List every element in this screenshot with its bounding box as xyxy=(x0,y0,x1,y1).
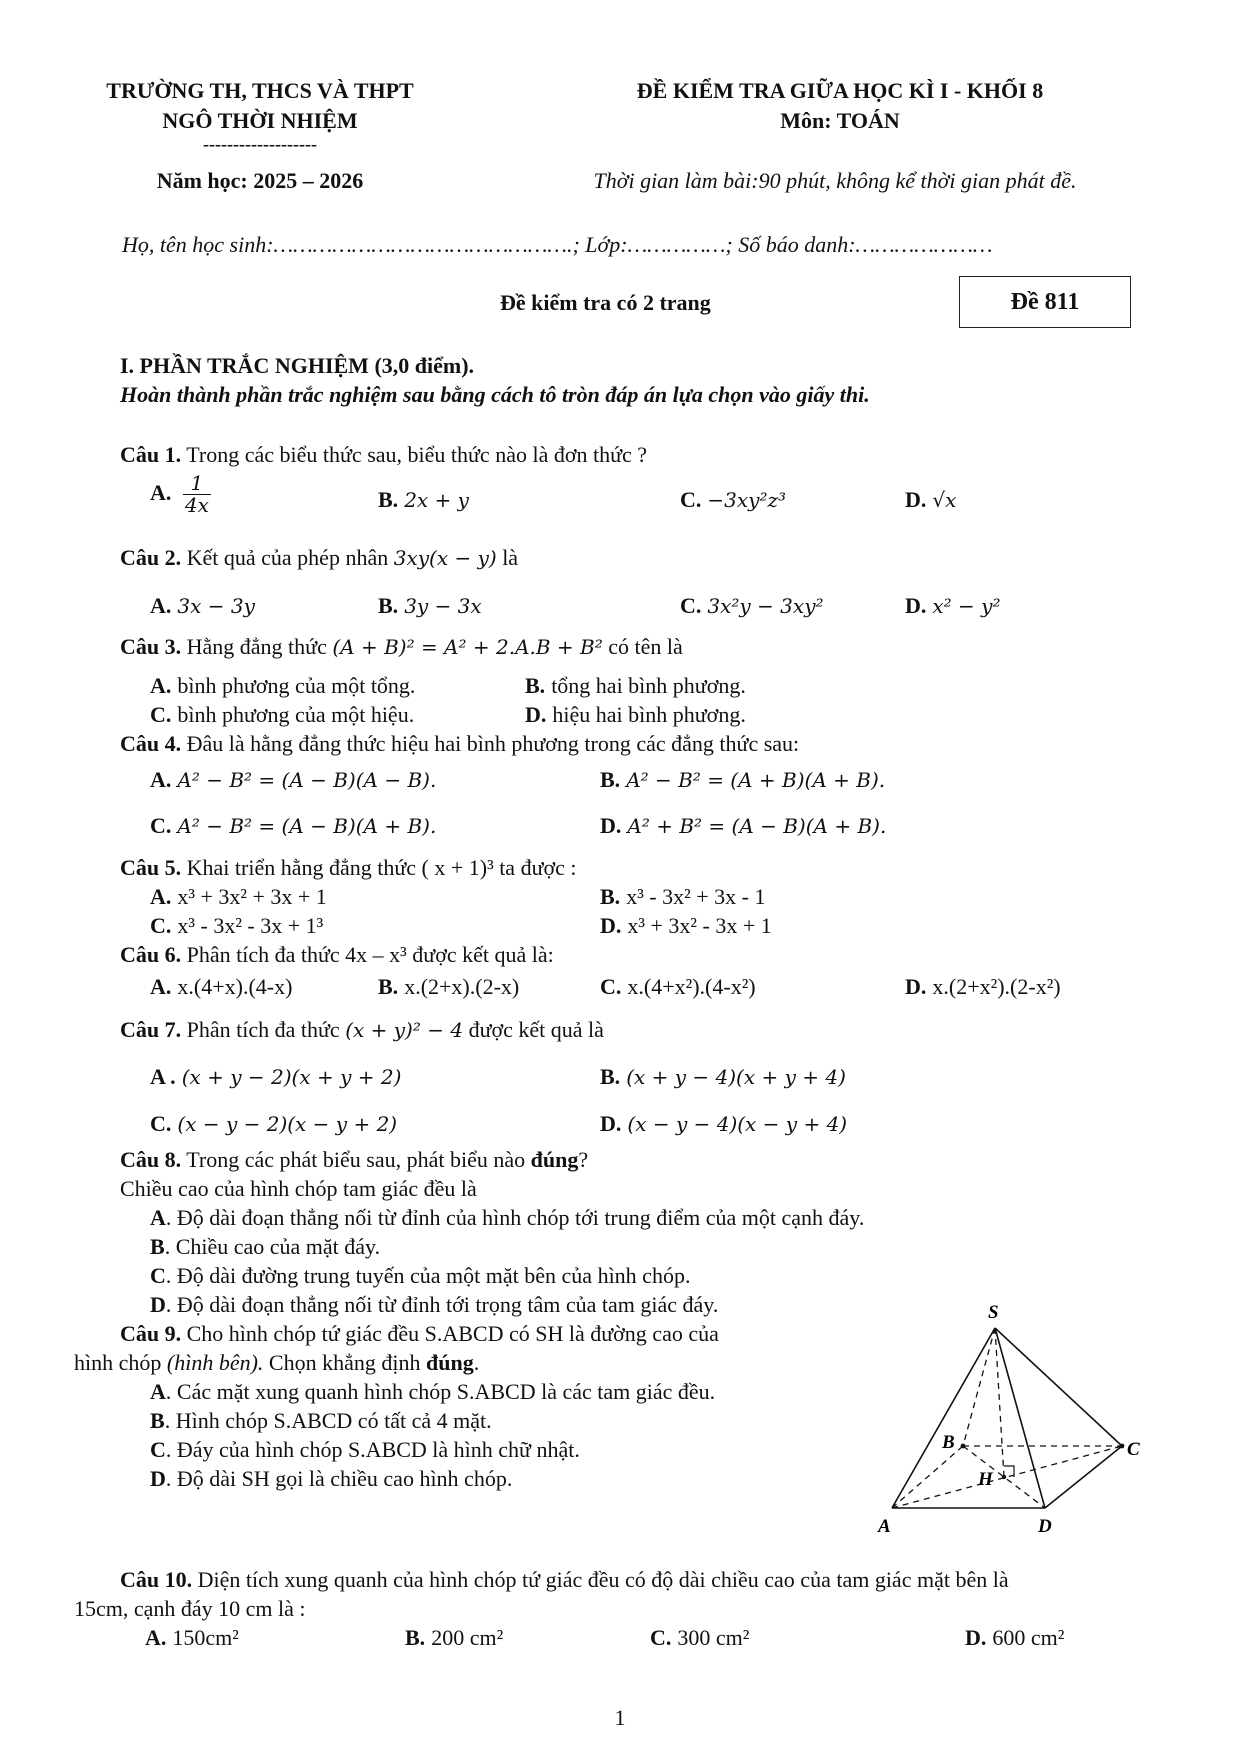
q8-stem: Chiều cao của hình chóp tam giác đều là xyxy=(120,1176,477,1201)
question-5 xyxy=(120,855,577,880)
question-label: Câu 10. xyxy=(120,1567,193,1592)
exam-code-box: Đề 811 xyxy=(959,276,1131,328)
question-text: Khai triển hằng đẳng thức ( x + 1)³ ta được : xyxy=(186,855,577,880)
option-text: 3x − 3y xyxy=(177,594,255,618)
question-label: Câu 5. xyxy=(120,855,182,880)
option-label: A. xyxy=(145,1625,167,1650)
option-text: 2x + y xyxy=(404,488,469,512)
q9-option-b[interactable] xyxy=(150,1408,492,1433)
question-text-end: có tên là xyxy=(608,634,683,659)
question-emphasis: đúng xyxy=(425,1350,474,1375)
exam-title: ĐỀ KIỂM TRA GIỮA HỌC KÌ I - KHỐI 8 xyxy=(636,78,1044,103)
option-text: x² − y² xyxy=(932,594,1001,618)
option-label: D. xyxy=(600,913,622,938)
option-label: B xyxy=(150,1408,165,1433)
q1-option-c[interactable] xyxy=(680,487,786,512)
pages-note: Đề kiểm tra có 2 trang xyxy=(500,290,711,315)
question-text: Chọn khẳng định xyxy=(268,1350,421,1375)
option-label: C. xyxy=(150,702,172,727)
option-label: C. xyxy=(150,913,172,938)
question-text: Trong các biểu thức sau, biểu thức nào là đơn thức ? xyxy=(186,442,648,467)
option-text: 200 cm² xyxy=(431,1625,504,1650)
student-info-line: Họ, tên học sinh:……………………………………….; Lớp:……………; Số báo danh:………………… xyxy=(122,232,993,257)
q8-option-a[interactable] xyxy=(150,1205,864,1230)
school-name-line1: TRƯỜNG TH, THCS VÀ THPT xyxy=(106,78,414,103)
question-text: Đâu là hằng đẳng thức hiệu hai bình phương trong các đẳng thức sau: xyxy=(186,731,800,756)
option-label: D. xyxy=(905,974,927,999)
option-label: A xyxy=(150,1379,166,1404)
option-label: A xyxy=(150,1205,166,1230)
option-text: (x + y − 4)(x + y + 4) xyxy=(626,1065,846,1089)
option-label: C. xyxy=(650,1625,672,1650)
q10-option-d[interactable] xyxy=(965,1625,1064,1650)
label-H: H xyxy=(978,1469,993,1490)
question-text: Trong các phát biểu sau, phát biểu nào xyxy=(186,1147,526,1172)
option-label: D. xyxy=(905,593,927,618)
question-text: Kết quả của phép nhân xyxy=(186,545,389,570)
question-label: Câu 3. xyxy=(120,634,182,659)
q4-option-b[interactable] xyxy=(600,767,885,792)
vertex-B-dot xyxy=(961,1444,966,1449)
option-text: . Chiều cao của mặt đáy. xyxy=(164,1234,381,1259)
option-text: . Độ dài đoạn thẳng nối từ đỉnh tới trọng tâm của tam giác đáy. xyxy=(165,1292,719,1317)
question-text-end: được kết quả là xyxy=(468,1017,604,1042)
option-text: A² − B² = (A + B)(A + B). xyxy=(626,768,886,792)
option-text: x³ + 3x² + 3x + 1 xyxy=(177,884,327,909)
option-label: A. xyxy=(150,479,172,505)
question-label: Câu 8. xyxy=(120,1147,182,1172)
option-text: 3y − 3x xyxy=(404,594,482,618)
edge-SC xyxy=(995,1328,1122,1446)
q7-option-b[interactable] xyxy=(600,1064,846,1089)
option-text: (x − y − 4)(x − y + 4) xyxy=(627,1112,848,1136)
option-text: . Độ dài SH gọi là chiều cao hình chóp. xyxy=(165,1466,513,1491)
option-text: 600 cm² xyxy=(992,1625,1065,1650)
option-label: B. xyxy=(378,593,399,618)
question-8 xyxy=(120,1147,588,1172)
label-B: B xyxy=(942,1432,955,1453)
option-label: A . xyxy=(150,1064,176,1089)
option-text: x.(4+x).(4-x) xyxy=(177,974,293,999)
option-label: D. xyxy=(525,702,547,727)
q7-option-d[interactable] xyxy=(600,1111,847,1136)
q5-option-d[interactable] xyxy=(600,913,772,938)
q10-option-b[interactable] xyxy=(405,1625,503,1650)
option-text: 3x²y − 3xy² xyxy=(707,594,824,618)
question-3 xyxy=(120,634,683,659)
option-text: bình phương của một hiệu. xyxy=(177,702,415,727)
option-text: x.(4+x²).(4-x²) xyxy=(627,974,756,999)
question-text: Hằng đẳng thức xyxy=(186,634,327,659)
option-label: C xyxy=(150,1437,166,1462)
option-text: x.(2+x).(2-x) xyxy=(404,974,520,999)
q2-option-a[interactable] xyxy=(150,593,255,618)
option-label: A. xyxy=(150,974,172,999)
question-expression: (A + B)² = A² + 2.A.B + B² xyxy=(332,635,603,659)
question-label: Câu 6. xyxy=(120,942,182,967)
question-expression: 3xy(x − y) xyxy=(393,546,497,570)
question-text-end: . xyxy=(473,1350,480,1375)
question-9-line2 xyxy=(74,1350,479,1375)
school-name-line2: NGÔ THỜI NHIỆM xyxy=(162,108,358,133)
option-label: D xyxy=(150,1292,166,1317)
option-label: A. xyxy=(150,593,172,618)
option-label: B. xyxy=(600,884,621,909)
q3-option-c[interactable] xyxy=(150,702,414,727)
q5-option-a[interactable] xyxy=(150,884,327,909)
q3-option-b[interactable] xyxy=(525,673,746,698)
question-4 xyxy=(120,731,799,756)
edge-SD xyxy=(995,1328,1045,1508)
option-label: C. xyxy=(680,593,702,618)
option-text: A² − B² = (A − B)(A + B). xyxy=(177,814,437,838)
option-text: . Độ dài đoạn thẳng nối từ đỉnh của hình chóp tới trung điểm của một cạnh đáy. xyxy=(165,1205,865,1230)
option-label: C. xyxy=(600,974,622,999)
height-SH xyxy=(995,1328,1004,1477)
option-label: B. xyxy=(600,767,621,792)
q3-option-a[interactable] xyxy=(150,673,415,698)
question-9 xyxy=(120,1321,719,1346)
question-7 xyxy=(120,1017,604,1042)
option-text: . Hình chóp S.ABCD có tất cả 4 mặt. xyxy=(164,1408,492,1433)
question-label: Câu 4. xyxy=(120,731,182,756)
q6-option-c[interactable] xyxy=(600,974,756,999)
diagonal-AC xyxy=(892,1446,1122,1508)
option-label: A. xyxy=(150,673,172,698)
q8-option-c[interactable] xyxy=(150,1263,690,1288)
option-text: (x + y − 2)(x + y + 2) xyxy=(181,1065,402,1089)
section-title: I. PHẦN TRẮC NGHIỆM (3,0 điểm). xyxy=(120,353,475,378)
q6-option-d[interactable] xyxy=(905,974,1061,999)
option-label: D. xyxy=(905,487,927,512)
question-1 xyxy=(120,442,647,467)
question-10-line2: 15cm, cạnh đáy 10 cm là : xyxy=(74,1596,306,1621)
question-text: Cho hình chóp tứ giác đều S.ABCD có SH là đường cao của xyxy=(186,1321,719,1346)
option-label: C. xyxy=(150,813,172,838)
exam-subject: Môn: TOÁN xyxy=(780,108,900,133)
option-label: C. xyxy=(680,487,702,512)
option-text: 300 cm² xyxy=(677,1625,750,1650)
option-text: (x − y − 2)(x − y + 2) xyxy=(177,1112,398,1136)
option-text: . Độ dài đường trung tuyến của một mặt bên của hình chóp. xyxy=(165,1263,691,1288)
option-text: −3xy²z³ xyxy=(707,488,787,512)
option-text: . Đáy của hình chóp S.ABCD là hình chữ nhật. xyxy=(165,1437,580,1462)
header-divider: ------------------- xyxy=(203,134,317,154)
option-text: . Các mặt xung quanh hình chóp S.ABCD là các tam giác đều. xyxy=(165,1379,716,1404)
vertex-C-dot xyxy=(1120,1444,1125,1449)
question-expression: (x + y)² − 4 xyxy=(345,1018,464,1042)
fraction-denominator: 4x xyxy=(184,493,209,517)
question-figure-ref: (hình bên). xyxy=(166,1350,264,1375)
q6-option-a[interactable] xyxy=(150,974,292,999)
option-label: A. xyxy=(150,767,172,792)
option-text: x³ - 3x² + 3x - 1 xyxy=(626,884,766,909)
option-text: A² + B² = (A − B)(A + B). xyxy=(627,814,887,838)
option-label: C. xyxy=(150,1111,172,1136)
q5-option-b[interactable] xyxy=(600,884,765,909)
q9-option-c[interactable] xyxy=(150,1437,580,1462)
question-10 xyxy=(120,1567,1009,1592)
question-label: Câu 1. xyxy=(120,442,182,467)
q4-option-d[interactable] xyxy=(600,813,886,838)
label-C: C xyxy=(1127,1439,1140,1460)
q9-option-d[interactable] xyxy=(150,1466,512,1491)
option-text: hiệu hai bình phương. xyxy=(552,702,746,727)
q7-option-c[interactable] xyxy=(150,1111,397,1136)
option-label: B xyxy=(150,1234,165,1259)
page-number: 1 xyxy=(614,1705,626,1730)
question-text: hình chóp xyxy=(74,1350,162,1375)
question-text-end: là xyxy=(502,545,519,570)
edge-DC xyxy=(1045,1446,1122,1508)
option-label: D. xyxy=(965,1625,987,1650)
question-text-end: ? xyxy=(578,1147,589,1172)
fraction-numerator: 1 xyxy=(183,473,211,495)
fraction xyxy=(183,473,211,516)
q8-option-d[interactable] xyxy=(150,1292,718,1317)
q1-option-b[interactable] xyxy=(378,487,469,512)
option-text: x³ - 3x² - 3x + 1³ xyxy=(177,913,324,938)
q2-option-d[interactable] xyxy=(905,593,1000,618)
label-S: S xyxy=(988,1302,999,1323)
option-text: x³ + 3x² - 3x + 1 xyxy=(627,913,772,938)
question-label: Câu 2. xyxy=(120,545,182,570)
option-text: √x xyxy=(932,488,957,512)
option-label: B. xyxy=(600,1064,621,1089)
q8-option-b[interactable] xyxy=(150,1234,380,1259)
question-text: Phân tích đa thức xyxy=(186,1017,340,1042)
option-label: A. xyxy=(150,884,172,909)
q4-option-c[interactable] xyxy=(150,813,436,838)
q10-option-a[interactable] xyxy=(145,1625,239,1650)
option-text: bình phương của một tổng. xyxy=(177,673,416,698)
option-label: D. xyxy=(600,813,622,838)
option-text: x.(2+x²).(2-x²) xyxy=(932,974,1061,999)
option-label: D xyxy=(150,1466,166,1491)
question-6 xyxy=(120,942,554,967)
q2-option-c[interactable] xyxy=(680,593,824,618)
section-instruction: Hoàn thành phần trắc nghiệm sau bằng cách tô tròn đáp án lựa chọn vào giấy thi. xyxy=(120,382,870,407)
q2-option-b[interactable] xyxy=(378,593,482,618)
q4-option-a[interactable] xyxy=(150,767,436,792)
school-year: Năm học: 2025 – 2026 xyxy=(156,168,364,193)
vertex-H-dot xyxy=(1002,1475,1006,1479)
q7-option-a[interactable] xyxy=(150,1064,401,1089)
question-2 xyxy=(120,545,518,570)
question-text: Phân tích đa thức 4x – x³ được kết quả là: xyxy=(186,942,554,967)
question-label: Câu 7. xyxy=(120,1017,182,1042)
option-text: 150cm² xyxy=(172,1625,239,1650)
option-text: A² − B² = (A − B)(A − B). xyxy=(177,768,437,792)
question-emphasis: đúng xyxy=(530,1147,579,1172)
option-label: D. xyxy=(600,1111,622,1136)
edge-SB xyxy=(963,1328,995,1446)
question-label: Câu 9. xyxy=(120,1321,182,1346)
question-text: Diện tích xung quanh của hình chóp tứ giác đều có độ dài chiều cao của tam giác mặt bên là xyxy=(197,1567,1009,1592)
q1-option-a[interactable] xyxy=(150,473,211,516)
pyramid-figure xyxy=(870,1300,1140,1550)
option-label: B. xyxy=(378,974,399,999)
option-label: B. xyxy=(405,1625,426,1650)
option-text: tổng hai bình phương. xyxy=(551,673,746,698)
q6-option-b[interactable] xyxy=(378,974,519,999)
q10-option-c[interactable] xyxy=(650,1625,749,1650)
label-A: A xyxy=(878,1516,891,1537)
time-note: Thời gian làm bài:90 phút, không kể thời gian phát đề. xyxy=(593,168,1077,193)
option-label: C xyxy=(150,1263,166,1288)
q5-option-c[interactable] xyxy=(150,913,323,938)
option-label: B. xyxy=(525,673,546,698)
q1-option-d[interactable] xyxy=(905,487,956,512)
q3-option-d[interactable] xyxy=(525,702,746,727)
option-label: B. xyxy=(378,487,399,512)
label-D: D xyxy=(1038,1516,1052,1537)
q9-option-a[interactable] xyxy=(150,1379,715,1404)
